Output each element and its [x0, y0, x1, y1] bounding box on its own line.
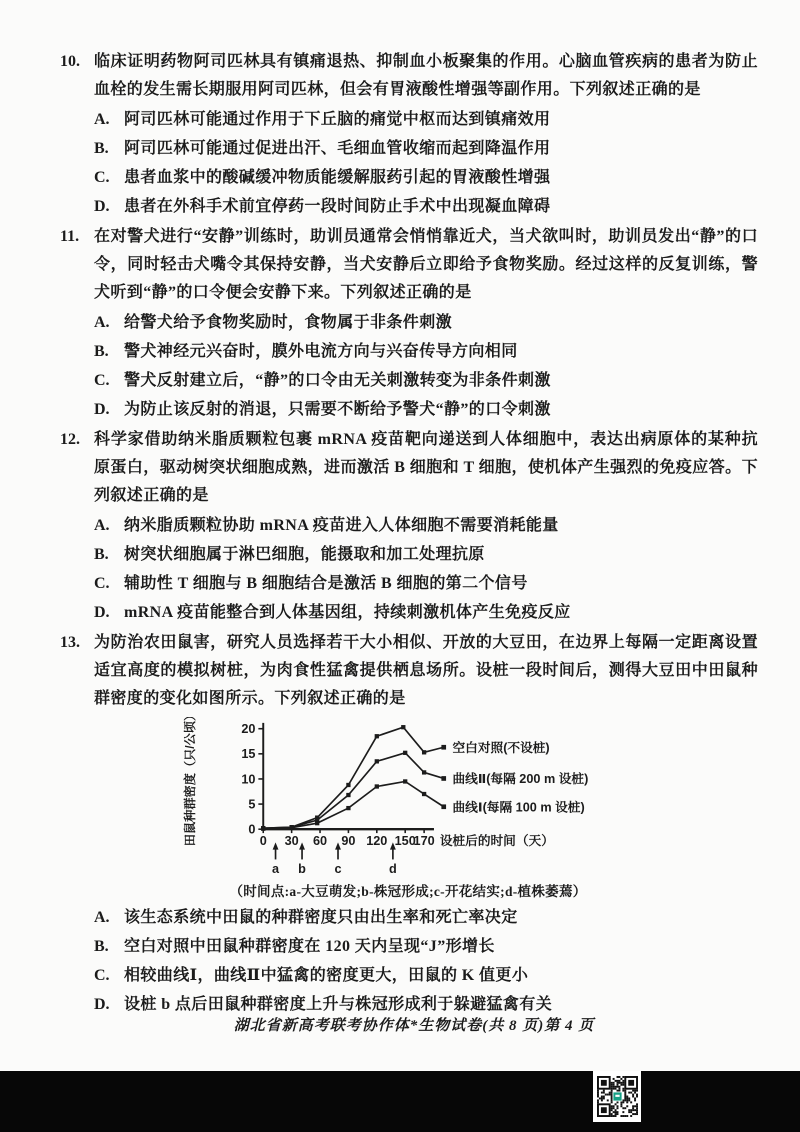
option-b — [94, 339, 758, 364]
option-a — [94, 310, 758, 335]
options-list — [94, 513, 758, 625]
svg-text:120: 120 — [366, 833, 388, 848]
option-c — [94, 165, 758, 190]
svg-text:15: 15 — [241, 747, 256, 762]
option-text: 警犬反射建立后，“静”的口令由无关刺激转变为非条件刺激 — [124, 372, 551, 389]
option-label: C. — [94, 169, 110, 186]
option-label: B. — [94, 343, 109, 360]
option-label: A. — [94, 314, 110, 331]
option-text: 为防止该反射的消退，只需要不断给予警犬“静”的口令刺激 — [124, 401, 551, 418]
option-b — [94, 934, 758, 959]
options-list — [94, 905, 758, 1017]
question-11 — [60, 223, 758, 422]
svg-text:170: 170 — [413, 833, 435, 848]
option-d — [94, 600, 758, 625]
svg-text:0: 0 — [259, 833, 267, 848]
option-c — [94, 368, 758, 393]
options-list — [94, 310, 758, 422]
option-text: 设桩 b 点后田鼠种群密度上升与株冠形成利于躲避猛禽有关 — [124, 996, 553, 1013]
svg-text:20: 20 — [241, 722, 256, 737]
svg-text:a: a — [272, 862, 280, 877]
option-text: mRNA 疫苗能整合到人体基因组，持续刺激机体产生免疫反应 — [124, 604, 571, 621]
option-label: A. — [94, 517, 110, 534]
question-stem: 在对警犬进行“安静”训练时，助训员通常会悄悄靠近犬，当犬欲叫时，助训员发出“静”的口令，同时轻击犬嘴令其保持安静，当犬安静后立即给予食物奖励。经过这样的反复训练，警犬听到“静”的口令便会安静下来。下列叙述正确的是 — [94, 228, 758, 301]
svg-text:田鼠种群密度（只/公顷）: 田鼠种群密度（只/公顷） — [183, 717, 197, 847]
option-c — [94, 571, 758, 596]
option-label: D. — [94, 198, 110, 215]
option-a — [94, 905, 758, 930]
chart-caption: （时间点:a-大豆萌发;b-株冠形成;c-开花结实;d-植株萎蔫） — [229, 884, 587, 899]
option-text: 阿司匹林可能通过促进出汗、毛细血管收缩而起到降温作用 — [124, 140, 551, 157]
question-number: 11. — [60, 228, 80, 245]
option-text: 辅助性 T 细胞与 B 细胞结合是激活 B 细胞的第二个信号 — [124, 575, 528, 592]
option-text: 患者在外科手术前宜停药一段时间防止手术中出现凝血障碍 — [124, 198, 551, 215]
question-13 — [60, 629, 758, 1017]
option-label: B. — [94, 140, 109, 157]
option-text: 给警犬给予食物奖励时，食物属于非条件刺激 — [124, 314, 453, 331]
option-d — [94, 397, 758, 422]
option-label: B. — [94, 938, 109, 955]
option-a — [94, 107, 758, 132]
svg-text:150: 150 — [394, 833, 416, 848]
page-footer: 湖北省新高考联考协作体*生物试卷(共 8 页)第 4 页 — [233, 1018, 595, 1034]
option-label: D. — [94, 401, 110, 418]
option-text: 空白对照中田鼠种群密度在 120 天内呈现“J”形增长 — [124, 938, 495, 955]
options-list — [94, 107, 758, 219]
option-label: D. — [94, 604, 110, 621]
question-number: 12. — [60, 431, 80, 448]
option-text: 阿司匹林可能通过作用于下丘脑的痛觉中枢而达到镇痛效用 — [124, 111, 551, 128]
option-text: 该生态系统中田鼠的种群密度只由出生率和死亡率决定 — [124, 909, 518, 926]
population-density-chart — [183, 717, 603, 877]
question-stem: 科学家借助纳米脂质颗粒包裹 mRNA 疫苗靶向递送到人体细胞中，表达出病原体的某种抗原蛋白，驱动树突状细胞成熟，进而激活 B 细胞和 T 细胞，使机体产生强烈的免疫应答。下列叙述正确的是 — [94, 431, 758, 504]
option-label: B. — [94, 546, 109, 563]
svg-text:曲线Ⅰ(每隔 100 m 设桩): 曲线Ⅰ(每隔 100 m 设桩) — [452, 800, 585, 815]
option-text: 患者血浆中的酸碱缓冲物质能缓解服药引起的胃液酸性增强 — [124, 169, 551, 186]
svg-text:0: 0 — [248, 822, 256, 837]
question-number: 13. — [60, 634, 80, 651]
option-label: D. — [94, 996, 110, 1013]
option-text: 纳米脂质颗粒协助 mRNA 疫苗进入人体细胞不需要消耗能量 — [124, 517, 559, 534]
svg-text:5: 5 — [248, 797, 256, 812]
option-text: 树突状细胞属于淋巴细胞，能摄取和加工处理抗原 — [124, 546, 485, 563]
question-stem: 为防治农田鼠害，研究人员选择若干大小相似、开放的大豆田，在边界上每隔一定距离设置适宜高度的模拟树桩，为肉食性猛禽提供栖息场所。设桩一段时间后，测得大豆田中田鼠种群密度的变化如图所示。下列叙述正确的是 — [94, 634, 758, 707]
chart-figure — [183, 717, 758, 882]
svg-text:空白对照(不设桩): 空白对照(不设桩) — [452, 740, 550, 755]
option-label: C. — [94, 575, 110, 592]
question-number: 10. — [60, 53, 80, 70]
svg-text:90: 90 — [341, 833, 356, 848]
option-a — [94, 513, 758, 538]
option-b — [94, 542, 758, 567]
question-stem: 临床证明药物阿司匹林具有镇痛退热、抑制血小板聚集的作用。心脑血管疾病的患者为防止血栓的发生需长期服用阿司匹林，但会有胃液酸性增强等副作用。下列叙述正确的是 — [94, 53, 758, 98]
svg-text:d: d — [389, 862, 397, 877]
bottom-black-bar — [0, 1071, 800, 1132]
option-d — [94, 194, 758, 219]
question-12 — [60, 426, 758, 625]
option-text: 警犬神经元兴奋时，膜外电流方向与兴奋传导方向相同 — [124, 343, 518, 360]
question-10 — [60, 48, 758, 219]
svg-text:10: 10 — [241, 772, 256, 787]
svg-text:30: 30 — [284, 833, 299, 848]
option-label: A. — [94, 111, 110, 128]
option-label: C. — [94, 372, 110, 389]
qr-code-icon — [597, 1076, 638, 1117]
svg-text:曲线Ⅱ(每隔 200 m 设桩): 曲线Ⅱ(每隔 200 m 设桩) — [452, 772, 589, 787]
svg-text:c: c — [334, 862, 342, 877]
svg-text:设桩后的时间（天）: 设桩后的时间（天） — [439, 833, 554, 848]
qr-code-box — [593, 1071, 641, 1122]
option-label: C. — [94, 967, 110, 984]
option-text: 相较曲线Ⅰ，曲线Ⅱ中猛禽的密度更大，田鼠的 K 值更小 — [124, 967, 529, 984]
option-label: A. — [94, 909, 110, 926]
option-b — [94, 136, 758, 161]
option-c — [94, 963, 758, 988]
svg-text:b: b — [298, 862, 306, 877]
svg-text:60: 60 — [312, 833, 328, 848]
